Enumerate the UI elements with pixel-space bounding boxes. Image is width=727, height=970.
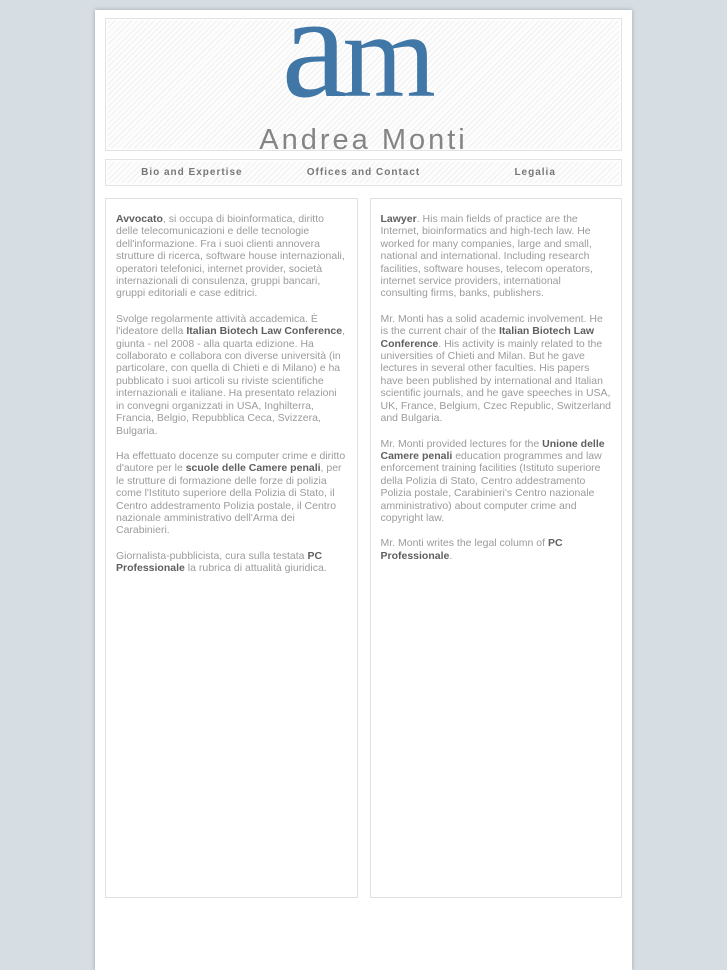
bio-paragraph: Ha effettuato docenze su computer crime e diritto d'autore per le scuole delle Camere penali, per le strutture di formazione delle forze di polizia come l'Istituto superiore della Polizia di Stato, il Centro addestramento Polizia postale, il Centro nazionale amministrativo dell'Arma dei Carabinieri. bbox=[116, 449, 346, 537]
bio-paragraph: Lawyer. His main fields of practice are the Internet, bioinformatics and high-tech law. He worked for many companies, large and small, national and international. Including research facilities, software houses, telecom operators, internet service providers, international consulting firms, banks, publishers. bbox=[380, 213, 593, 300]
logo-letter-m: m bbox=[342, 18, 436, 122]
bio-content bbox=[105, 198, 622, 898]
main-nav bbox=[105, 159, 622, 186]
bio-paragraph: Mr. Monti writes the legal column of PC Professionale. bbox=[380, 537, 563, 562]
nav-item-legalia[interactable]: Legalia bbox=[514, 167, 556, 178]
bio-paragraph: Avvocato, si occupa di bioinformatica, diritto delle telecomunicazioni e delle tecnologie dell'informazione. Fra i suoi clienti annovera strutture di ricerca, software house internazionali, operatori telefonici, internet provider, società internazionali di consulenza, gruppi bancari, gruppi editoriali e case editrici. bbox=[116, 213, 345, 300]
bio-column-english bbox=[370, 198, 623, 898]
bio-paragraph: Svolge regolarmente attività accademica. È l'ideatore della Italian Biotech Law Conference, giunta - nel 2008 - alla quarta edizione. Ha collaborato e collabora con diverse università (in particolare, con quella di Chieti e di Milano) e ha pubblicato i suoi articoli su riviste scientifiche internazionali e italiane. Ha presentato relazioni in convegni organizzati in USA, Inghilterra, Francia, Belgio, Repubblica Ceca, Svizzera, Bulgaria. bbox=[116, 312, 346, 437]
site-header bbox=[105, 18, 622, 151]
bio-column-italian bbox=[105, 198, 358, 898]
bio-paragraph: Mr. Monti provided lectures for the Unione delle Camere penali education programmes and law enforcement training facilities (Istituto superiore della Polizia di Stato, Centro addestramento Polizia postale, Carabinieri's Centro nazionale amministrativo) about computer crime and copyright law. bbox=[380, 437, 605, 524]
nav-item-offices-and-contact[interactable]: Offices and Contact bbox=[306, 167, 421, 178]
content-card bbox=[95, 10, 632, 970]
bio-paragraph: Giornalista-pubblicista, cura sulla testata PC Professionale la rubrica di attualità giuridica. bbox=[116, 549, 327, 575]
bio-paragraph: Mr. Monti has a solid academic involvement. He is the current chair of the Italian Biotech Law Conference. His activity is mainly related to the universities of Chieti and Milan. But he gave lectures in several other faculties. His papers have been published by international and Italian scientific journals, and he gave speeches in USA, UK, France, Belgium, Czec Republic, Switzerland and Bulgaria. bbox=[380, 312, 612, 425]
nav-item-bio-and-expertise[interactable]: Bio and Expertise bbox=[141, 167, 243, 178]
logo-letter-a: a bbox=[281, 18, 348, 129]
site-name: Andrea Monti bbox=[259, 124, 468, 151]
site-logo[interactable] bbox=[106, 18, 621, 129]
